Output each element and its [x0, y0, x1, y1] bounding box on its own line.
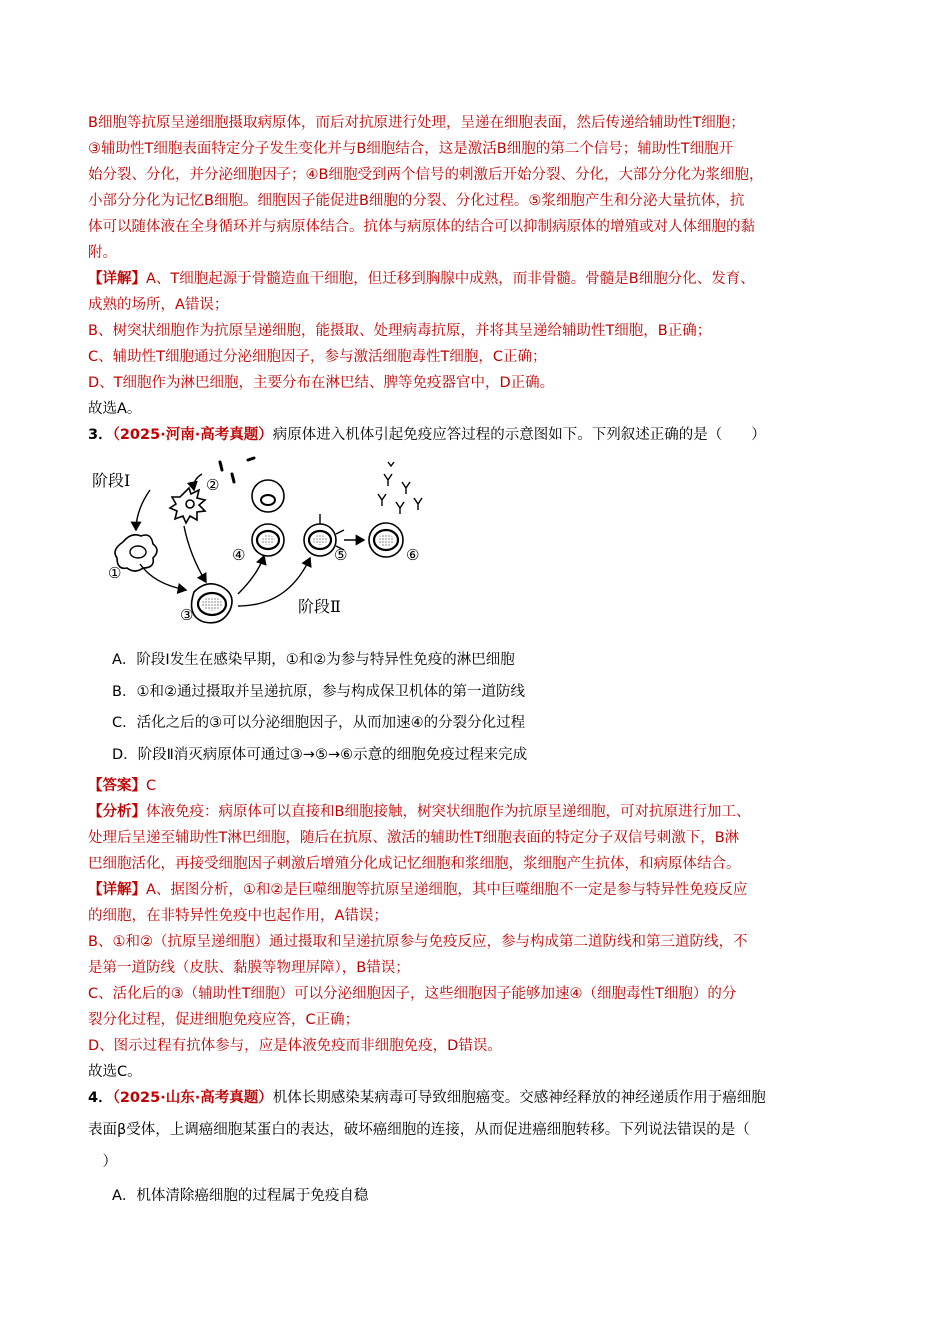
q2-detail-line: B、树突状细胞作为抗原呈递细胞，能摄取、处理病毒抗原，并将其呈递给辅助性T细胞，B正确； — [88, 323, 712, 339]
q3-option-c[interactable]: C．活化之后的③可以分泌细胞因子，从而加速④的分裂分化过程 — [112, 715, 526, 731]
q3-analysis-line: 处理后呈递至辅助性T淋巴细胞，随后在抗原、激活的辅助性T细胞表面的特定分子双信号刺激下，B淋 — [88, 830, 740, 846]
intro-line: 小部分分化为记忆B细胞。细胞因子能促进B细胞的分裂、分化过程。⑤浆细胞产生和分泌大量抗体，抗 — [88, 193, 745, 209]
q3-detail-line: 是第一道防线（皮肤、黏膜等物理屏障），B错误； — [88, 960, 410, 976]
label-2: ② — [206, 476, 220, 494]
q3-analysis-line: 巴细胞活化，再接受细胞因子刺激后增殖分化成记忆细胞和浆细胞，浆细胞产生抗体，和病原体结合。 — [88, 856, 741, 872]
q2-conclusion: 故选A。 — [88, 401, 142, 417]
antibody-icons — [378, 462, 422, 514]
q3-source: （2025·河南·高考真题） — [112, 427, 273, 443]
answer-value: C — [146, 778, 157, 794]
q4-stem-line: 4．（2025·山东·高考真题）机体长期感染某病毒可导致细胞癌变。交感神经释放的神经递质作用于癌细胞 — [88, 1090, 766, 1106]
q2-detail-line: 【详解】A、T细胞起源于骨髓造血干细胞，但迁移到胸腺中成熟，而非骨髓。骨髓是B细胞分化、发育、 — [88, 271, 755, 287]
q2-detail — [88, 266, 878, 422]
stage-2-label: 阶段Ⅱ — [298, 597, 341, 616]
q2-detail-line: C、辅助性T细胞通过分泌细胞因子，参与激活细胞毒性T细胞，C正确； — [88, 349, 547, 365]
pathogen-icons — [220, 458, 254, 482]
question-4 — [88, 1085, 878, 1209]
q3-option-d[interactable]: D．阶段Ⅱ消灭病原体可通过③→⑤→⑥示意的细胞免疫过程来完成 — [112, 746, 528, 763]
answer-tag: 【答案】 — [88, 778, 146, 794]
intro-paragraph — [88, 110, 878, 266]
q3-detail-line: C、活化后的③（辅助性T细胞）可以分泌细胞因子，这些细胞因子能够加速④（细胞毒性T细胞）的分 — [88, 986, 737, 1002]
cell-2 — [170, 488, 205, 523]
detail-tag: 【详解】 — [88, 271, 146, 287]
intro-line: ③辅助性T细胞表面特定分子发生变化并与B细胞结合，这是激活B细胞的第二个信号；辅助性T细胞开 — [88, 141, 734, 157]
q3-detail-line: D、图示过程有抗体参与，应是体液免疫而非细胞免疫，D错误。 — [88, 1038, 502, 1054]
q3-number: 3． — [88, 427, 113, 443]
q4-stem-line: 表面β受体，上调癌细胞某蛋白的表达，破坏癌细胞的连接，从而促进癌细胞转移。下列说法错误的是（ — [88, 1122, 750, 1138]
label-3: ③ — [180, 606, 194, 624]
q4-source: （2025·山东·高考真题） — [112, 1090, 273, 1106]
q2-detail-line: 成熟的场所，A错误； — [88, 297, 229, 313]
q3-analysis-line: 【分析】体液免疫：病原体可以直接和B细胞接触，树突状细胞作为抗原呈递细胞，可对抗原进行加工、 — [88, 804, 751, 820]
label-4: ④ — [232, 546, 246, 564]
detail-tag: 【详解】 — [88, 882, 146, 898]
stage-1-label: 阶段Ⅰ — [92, 471, 131, 490]
cell-4 — [252, 480, 284, 556]
label-1: ① — [108, 564, 122, 582]
intro-line: B细胞等抗原呈递细胞摄取病原体，而后对抗原进行处理，呈递在细胞表面，然后传递给辅助性T细胞； — [88, 115, 745, 131]
q3-stem — [88, 422, 878, 448]
intro-line: 始分裂、分化，并分泌细胞因子；④B细胞受到两个信号的刺激后开始分裂、分化，大部分分化为浆细胞， — [88, 167, 764, 183]
q3-conclusion: 故选C。 — [88, 1064, 142, 1080]
question-3 — [88, 422, 878, 1085]
intro-line: 附。 — [88, 245, 117, 261]
immune-diagram — [88, 454, 448, 639]
q3-detail-line: 裂分化过程，促进细胞免疫应答，C正确； — [88, 1012, 360, 1028]
q2-detail-line: D、T细胞作为淋巴细胞，主要分布在淋巴结、脾等免疫器官中，D正确。 — [88, 375, 555, 391]
q4-stem-line: ） — [88, 1154, 117, 1170]
immune-response-figure — [88, 454, 448, 639]
q4-option-a[interactable]: A．机体清除癌细胞的过程属于免疫自稳 — [112, 1188, 369, 1204]
cell-6 — [369, 523, 403, 557]
q3-stem-text: 病原体进入机体引起免疫应答过程的示意图如下。下列叙述正确的是（ ） — [272, 427, 766, 443]
q3-detail-line: B、①和②（抗原呈递细胞）通过摄取和呈递抗原参与免疫反应，参与构成第二道防线和第三道防线，不 — [88, 934, 748, 950]
q3-answer — [88, 773, 878, 799]
label-5: ⑤ — [334, 546, 348, 564]
q3-detail-line: 的细胞，在非特异性免疫中也起作用，A错误； — [88, 908, 388, 924]
document-page — [88, 110, 878, 1215]
label-6: ⑥ — [406, 546, 420, 564]
q4-number: 4． — [88, 1090, 113, 1106]
cell-3 — [192, 584, 232, 623]
q3-detail-line: 【详解】A、据图分析，①和②是巨噬细胞等抗原呈递细胞，其中巨噬细胞不一定是参与特异性免疫反应 — [88, 882, 748, 898]
q3-option-a[interactable]: A．阶段Ⅰ发生在感染早期，①和②为参与特异性免疫的淋巴细胞 — [112, 652, 515, 668]
analysis-tag: 【分析】 — [88, 804, 146, 820]
q3-option-b[interactable]: B．①和②通过摄取并呈递抗原，参与构成保卫机体的第一道防线 — [112, 683, 525, 700]
intro-line: 体可以随体液在全身循环并与病原体结合。抗体与病原体的结合可以抑制病原体的增殖或对人体细胞的黏 — [88, 219, 755, 235]
